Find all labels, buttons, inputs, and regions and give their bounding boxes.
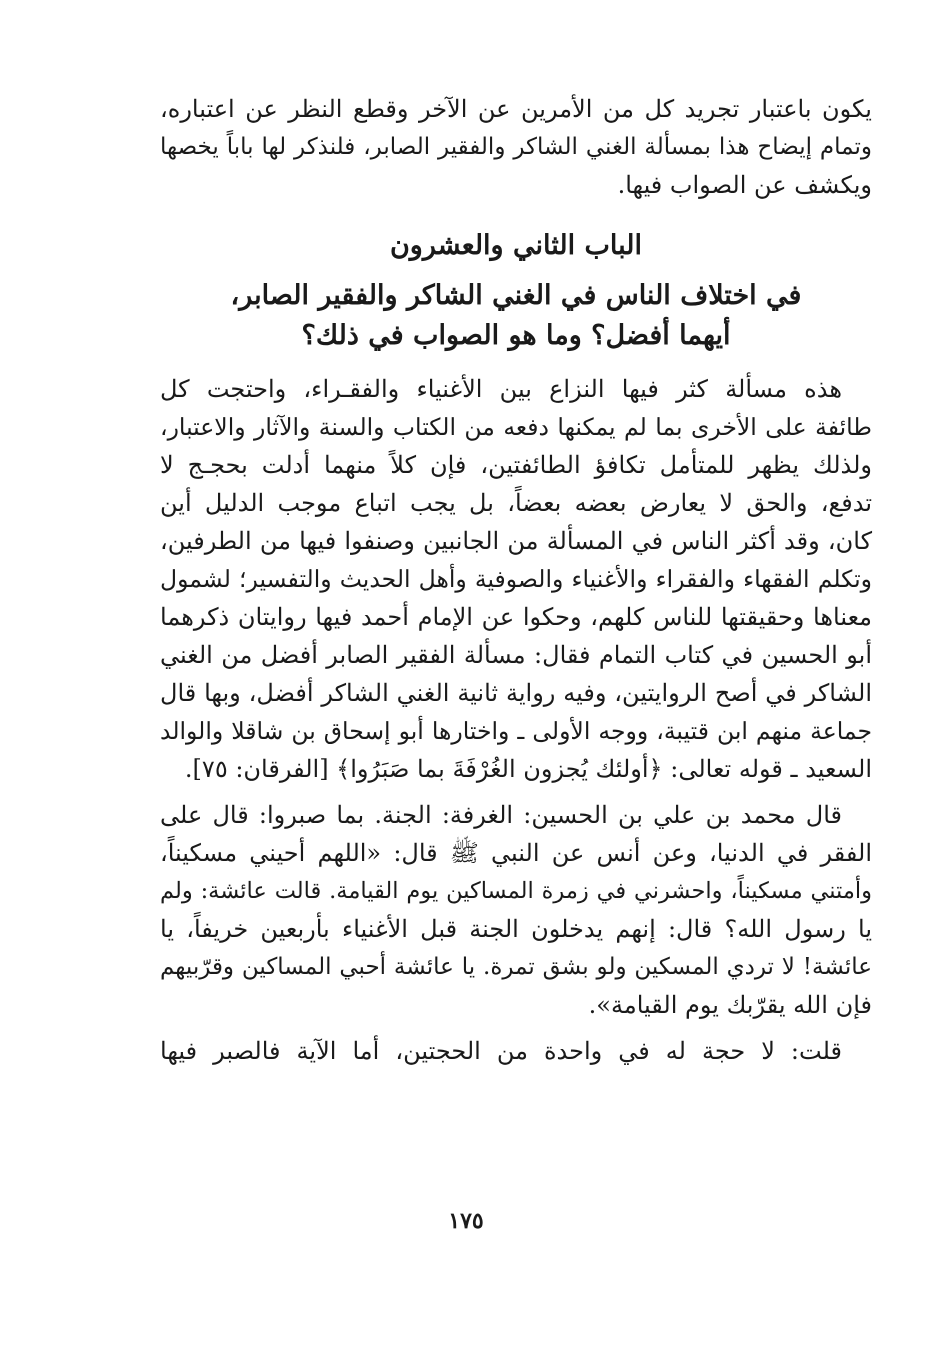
text-line: السعيد ـ قوله تعالى: ﴿أولئك يُجزون الغُرْفَةَ بما صَبَرُوا﴾ [الفرقان: ٧٥]. [184, 755, 872, 783]
text-line: الفقر في الدنيا، وعن أنس عن النبي ﷺ قال: «اللهم أحيني مسكيناً، [160, 839, 872, 867]
text-line: ولذلك يظهر للمتأمل تكافؤ الطائفتين، فإن كلاً منهما أدلت بحجـج لا [160, 451, 873, 479]
text-line: يكون باعتبار تجريد كل من الأمرين عن الآخر وقطع النظر عن اعتباره، [160, 95, 872, 123]
text-line: قال محمد بن علي بن الحسين: الغرفة: الجنة. بما صبروا: قال على [160, 801, 842, 829]
text-line: عائشة! لا تردي المسكين ولو بشق تمرة. يا عائشة أحبي المساكين وقرّبيهم [160, 954, 872, 980]
paragraph-3 [160, 1032, 872, 1070]
paragraph-1 [160, 370, 872, 788]
text-line: أبو الحسين في كتاب التمام فقال: مسألة الفقير الصابر أفضل من الغني [160, 641, 872, 669]
text-line: وتمام إيضاح هذا بمسألة الغني الشاكر والفقير الصابر، فلنذكر لها باباً يخصها [160, 134, 872, 160]
paragraph-2 [160, 796, 872, 1024]
text-line: وأمتني مسكيناً، واحشرني في زمرة المساكين يوم القيامة. قالت عائشة: ولم [160, 878, 872, 904]
text-line: ويكشف عن الصواب فيها. [617, 171, 872, 199]
text-line: طائفة على الأخرى بما لم يمكنها دفعه من الكتاب والسنة والآثار والاعتبار، [160, 413, 872, 441]
chapter-title: الباب الثاني والعشرون [389, 230, 643, 261]
text-line: تدفع، والحق لا يعارض بعضه بعضاً، بل يجب اتباع موجب الدليل أين [160, 489, 872, 517]
page-body [160, 90, 872, 1070]
text-line: جماعة منهم ابن قتيبة، ووجه الأولى ـ واختارها أبو إسحاق بن شاقلا والوالد [160, 717, 872, 745]
text-line: قلت: لا حجة له في واحدة من الحجتين، أما الآية فالصبر فيها [160, 1037, 842, 1065]
intro-paragraph [160, 90, 872, 204]
heading-line: في اختلاف الناس في الغني الشاكر والفقير الصابر، [230, 280, 802, 311]
text-line: هذه مسألة كثر فيها النزاع بين الأغنياء والفقـراء، واحتجت كل [160, 375, 842, 403]
heading-line: أيهما أفضل؟ وما هو الصواب في ذلك؟ [301, 320, 731, 351]
text-line: يا رسول الله؟ قال: إنهم يدخلون الجنة قبل الأغنياء بأربعين خريفاً، يا [160, 915, 872, 943]
text-line: معناها وحقيقتها للناس كلهم، وحكوا عن الإمام أحمد فيها روايتان ذكرهما [160, 603, 872, 631]
text-line: فإن الله يقرّبك يوم القيامة». [588, 991, 872, 1019]
text-line: وتكلم الفقهاء والفقراء والأغنياء والصوفية وأهل الحديث والتفسير؛ لشمول [160, 565, 872, 593]
chapter-heading [160, 276, 872, 356]
text-line: كان، وقد أكثر الناس في المسألة من الجانبين وصنفوا فيها من الطرفين، [160, 527, 872, 555]
text-line: الشاكر في أصح الروايتين، وفيه رواية ثانية الغني الشاكر أفضل، وبها قال [160, 679, 872, 707]
page-number: ١٧٥ [448, 1208, 484, 1234]
